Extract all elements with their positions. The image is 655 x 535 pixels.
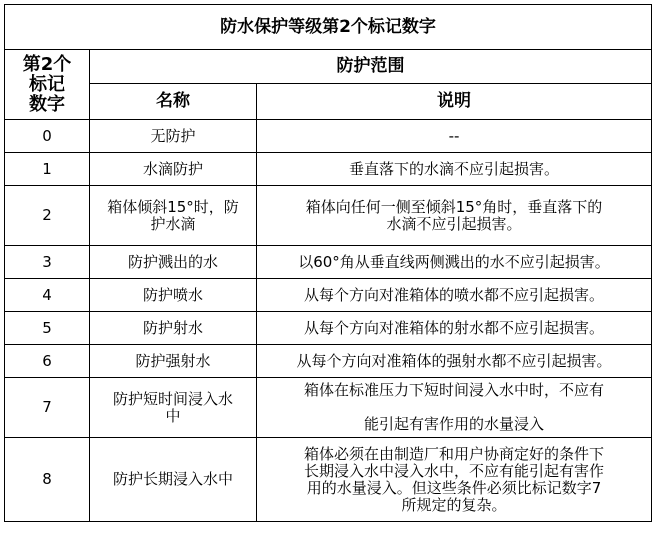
- table-row: [5, 279, 652, 312]
- row-name-line: 防护长期浸入水中: [112, 470, 233, 488]
- row-description-line: 从每个方向对准箱体的喷水都不应引起损害。: [304, 285, 605, 304]
- row-description-line: 从每个方向对准箱体的强射水都不应引起损害。: [296, 351, 612, 370]
- table-row: [5, 438, 652, 522]
- row-name-line: 箱体倾斜15°时，防: [107, 197, 239, 216]
- row-name: [90, 312, 257, 345]
- row-description-line: 所规定的复杂。: [401, 495, 507, 514]
- row-name: [90, 438, 257, 522]
- row-name: [90, 246, 257, 279]
- table-body: [5, 120, 652, 522]
- row-description-line: 能引起有害作用的水量浸入: [364, 415, 545, 433]
- table-row: [5, 120, 652, 153]
- row-digit: 3: [5, 246, 90, 279]
- row-description: [257, 378, 652, 438]
- row-description-line: 箱体在标准压力下短时间浸入水中时，不应有: [304, 381, 605, 399]
- row-digit: 6: [5, 345, 90, 378]
- row-description: [257, 345, 652, 378]
- header-name: 名称: [90, 84, 257, 120]
- row-name-line: 无防护: [150, 126, 196, 145]
- row-digit: 4: [5, 279, 90, 312]
- table-row: [5, 186, 652, 246]
- row-name: [90, 345, 257, 378]
- row-description: [257, 153, 652, 186]
- row-description-line: 从每个方向对准箱体的射水都不应引起损害。: [304, 318, 605, 337]
- header-second-digit: [5, 50, 90, 120]
- row-name: [90, 186, 257, 246]
- row-description-line: 箱体必须在由制造厂和用户协商定好的条件下: [304, 444, 605, 463]
- header-digit-line: 标记: [29, 73, 65, 95]
- table-row: [5, 378, 652, 438]
- row-description-line: --: [448, 126, 460, 145]
- ip-water-protection-table: [4, 4, 652, 522]
- row-name-line: 水滴防护: [142, 159, 203, 178]
- table-row: [5, 246, 652, 279]
- row-description: [257, 438, 652, 522]
- row-name: [90, 378, 257, 438]
- table-row: [5, 153, 652, 186]
- row-name-line: 中: [165, 406, 181, 425]
- row-name: [90, 120, 257, 153]
- row-description: [257, 186, 652, 246]
- header-digit-line: 第2个: [22, 53, 72, 75]
- row-digit: 1: [5, 153, 90, 186]
- row-description: [257, 279, 652, 312]
- row-digit: 5: [5, 312, 90, 345]
- header-digit-line: 数字: [29, 93, 65, 115]
- row-description-line: 箱体向任何一侧至倾斜15°角时，垂直落下的: [305, 197, 603, 216]
- row-name-line: 护水滴: [150, 214, 196, 233]
- row-name-line: 防护喷水: [142, 285, 203, 304]
- row-description-line: 长期浸入水中浸入水中，不应有能引起有害作: [304, 461, 605, 480]
- row-digit: 2: [5, 186, 90, 246]
- row-description: [257, 246, 652, 279]
- row-description-line: 垂直落下的水滴不应引起损害。: [349, 159, 560, 178]
- row-description-line: [261, 399, 647, 416]
- table-row: [5, 312, 652, 345]
- row-name-line: 防护射水: [142, 318, 203, 337]
- row-description-line: 以60°角从垂直线两侧溅出的水不应引起损害。: [298, 252, 610, 271]
- row-digit: 0: [5, 120, 90, 153]
- row-digit: 8: [5, 438, 90, 522]
- row-name-line: 防护短时间浸入水: [112, 389, 233, 408]
- row-description-line: 水滴不应引起损害。: [386, 214, 522, 233]
- row-description: [257, 312, 652, 345]
- row-description: [257, 120, 652, 153]
- row-name: [90, 153, 257, 186]
- row-name: [90, 279, 257, 312]
- table-title: 防水保护等级第2个标记数字: [5, 5, 652, 50]
- header-description: 说明: [257, 84, 652, 120]
- header-protection-range: 防护范围: [90, 50, 652, 84]
- row-name-line: 防护溅出的水: [127, 252, 218, 271]
- row-digit: 7: [5, 378, 90, 438]
- row-description-line: 用的水量浸入。但这些条件必须比标记数字7: [306, 478, 602, 497]
- row-name-line: 防护强射水: [135, 351, 211, 370]
- table-row: [5, 345, 652, 378]
